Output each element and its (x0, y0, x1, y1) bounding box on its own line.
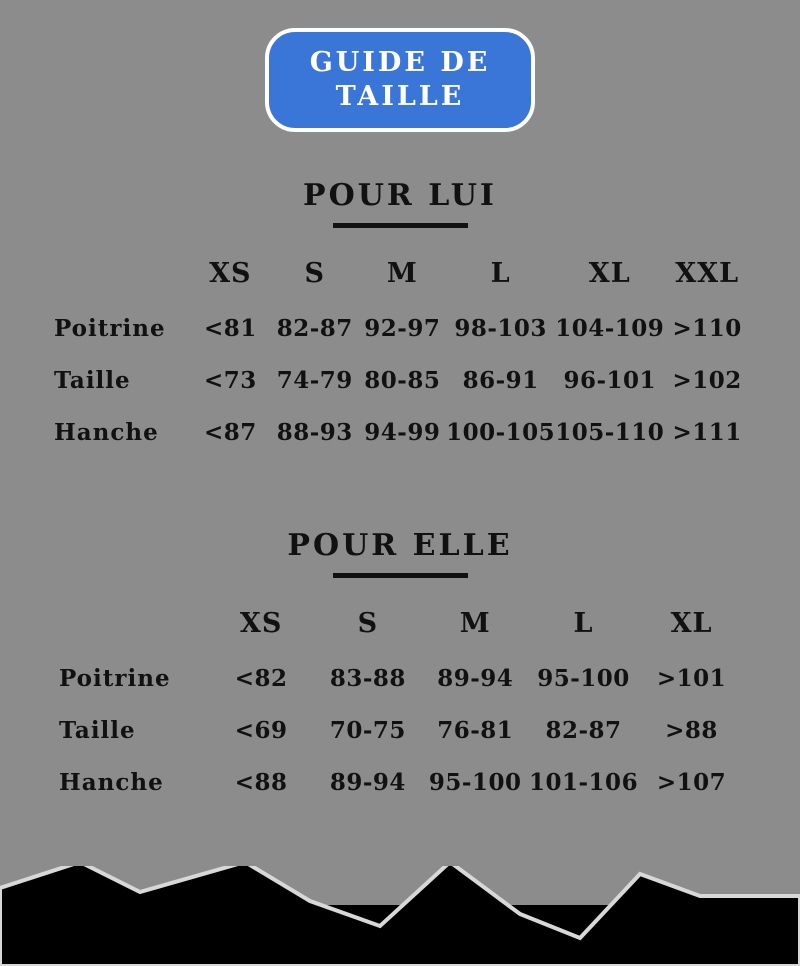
section-men-rule (333, 223, 468, 228)
section-men-heading: POUR LUI (303, 178, 497, 213)
size-table-men (50, 244, 750, 458)
size-table-men-body (50, 302, 750, 458)
title-line-1: GUIDE DE (309, 47, 491, 78)
row-label-taille: Taille (54, 366, 131, 394)
column-header-m: M (386, 257, 418, 289)
row-label-hanche: Hanche (54, 418, 159, 446)
cell-hanche-xl: >107 (656, 768, 727, 796)
size-table-women-body (55, 652, 745, 808)
cell-taille-s: 70-75 (329, 716, 406, 744)
row-label-poitrine: Poitrine (59, 664, 171, 692)
section-men (0, 178, 800, 458)
cell-hanche-l: 101-106 (529, 768, 639, 796)
cell-taille-xxl: >102 (672, 366, 742, 394)
cell-poitrine-xs: <81 (203, 314, 257, 342)
column-header-xl: XL (670, 607, 713, 639)
section-women (0, 528, 800, 808)
title-line-2: TAILLE (335, 81, 465, 112)
cell-poitrine-l: 95-100 (537, 664, 630, 692)
table-corner-cell (50, 244, 190, 302)
cell-hanche-s: 89-94 (329, 768, 406, 796)
row-label-hanche: Hanche (59, 768, 164, 796)
cell-poitrine-l: 98-103 (454, 314, 547, 342)
cell-hanche-xs: <87 (203, 418, 257, 446)
section-women-rule (333, 573, 468, 578)
cell-taille-s: 74-79 (276, 366, 353, 394)
table-header-row (50, 244, 750, 302)
column-header-l: L (490, 257, 511, 289)
table-row (55, 756, 745, 808)
cell-taille-xs: <69 (234, 716, 288, 744)
table-row (50, 354, 750, 406)
cell-taille-xs: <73 (203, 366, 257, 394)
cell-poitrine-xxl: >110 (672, 314, 742, 342)
column-header-xs: XS (239, 607, 283, 639)
cell-poitrine-s: 82-87 (276, 314, 353, 342)
cell-taille-m: 76-81 (437, 716, 514, 744)
size-table-women-head (55, 594, 745, 652)
title-badge (265, 28, 535, 132)
table-row (55, 652, 745, 704)
cell-hanche-m: 94-99 (364, 418, 441, 446)
table-row (50, 406, 750, 458)
table-row (55, 704, 745, 756)
column-header-xl: XL (588, 257, 631, 289)
cell-taille-xl: 96-101 (563, 366, 657, 394)
cell-poitrine-s: 83-88 (329, 664, 406, 692)
cell-poitrine-xl: >101 (656, 664, 727, 692)
column-header-xs: XS (209, 257, 252, 289)
cell-hanche-m: 95-100 (428, 768, 522, 796)
table-corner-cell (55, 594, 208, 652)
cell-hanche-s: 88-93 (276, 418, 353, 446)
section-women-heading: POUR ELLE (287, 528, 513, 563)
row-label-taille: Taille (59, 716, 136, 744)
column-header-l: L (573, 607, 594, 639)
cell-hanche-xs: <88 (234, 768, 288, 796)
table-header-row (55, 594, 745, 652)
cell-taille-m: 80-85 (364, 366, 441, 394)
cell-taille-xl: >88 (665, 716, 718, 744)
cell-taille-l: 82-87 (545, 716, 622, 744)
cell-hanche-l: 100-105 (446, 418, 556, 446)
cell-hanche-xl: 105-110 (555, 418, 665, 446)
cell-poitrine-m: 89-94 (437, 664, 514, 692)
cell-poitrine-m: 92-97 (364, 314, 441, 342)
cell-taille-l: 86-91 (462, 366, 539, 394)
jagged-bottom-border-icon (0, 866, 800, 966)
cell-poitrine-xs: <82 (234, 664, 288, 692)
cell-poitrine-xl: 104-109 (555, 314, 665, 342)
column-header-m: M (459, 607, 491, 639)
size-table-men-head (50, 244, 750, 302)
column-header-s: S (304, 257, 325, 289)
column-header-s: S (357, 607, 379, 639)
column-header-xxl: XXL (675, 257, 740, 289)
table-row (50, 302, 750, 354)
cell-hanche-xxl: >111 (672, 418, 742, 446)
row-label-poitrine: Poitrine (54, 314, 166, 342)
size-table-women (55, 594, 745, 808)
